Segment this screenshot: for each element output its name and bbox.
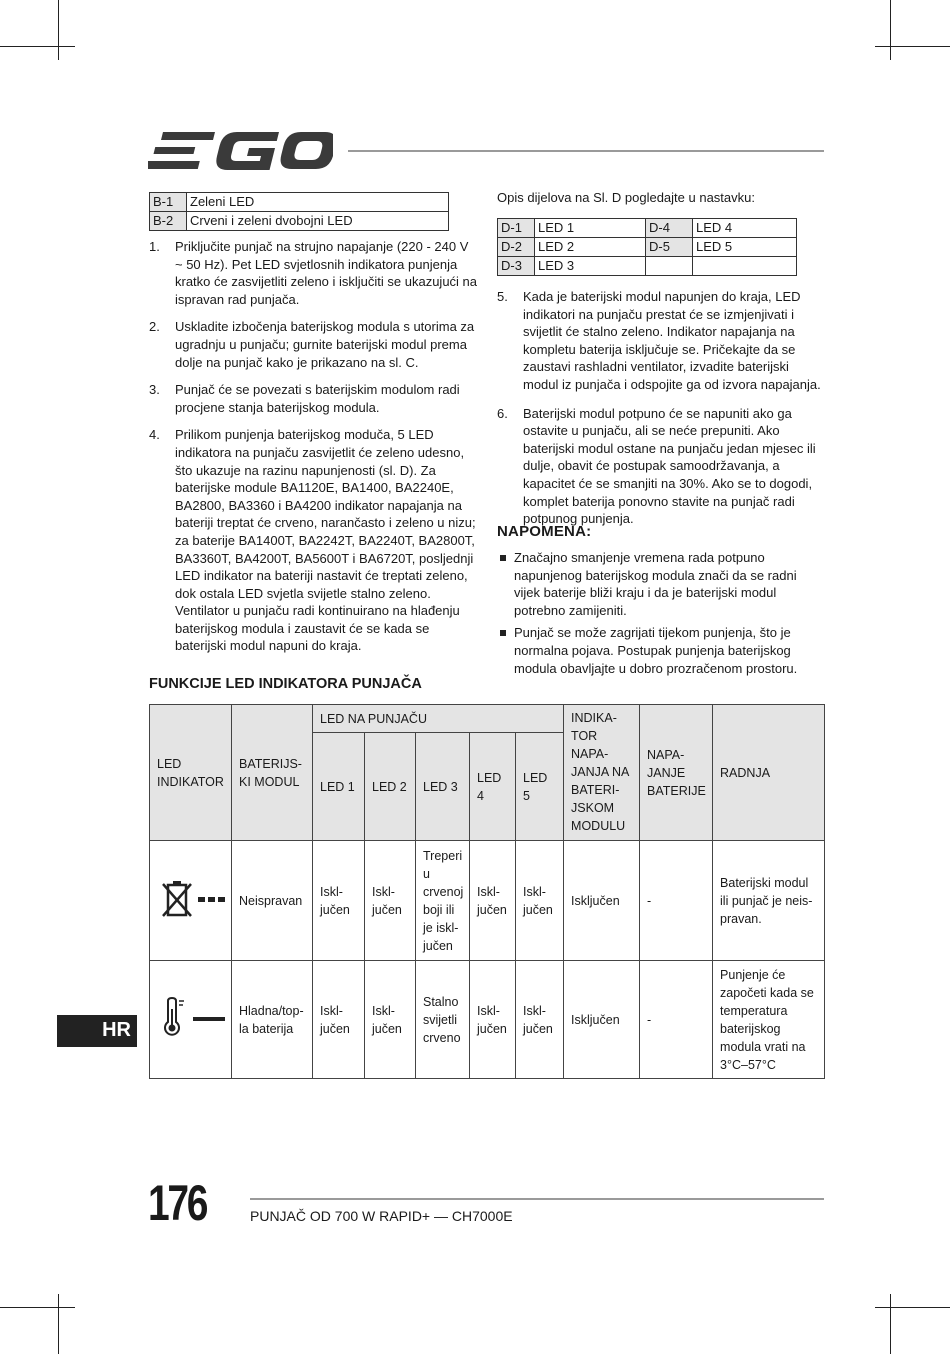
footer-title: PUNJAČ OD 700 W RAPID+ — CH7000E — [250, 1208, 513, 1224]
table-row: Hladna/top-la baterija Iskl-jučen Iskl-jučen Stalno svijetli crveno Iskl-jučen Iskl-jučen Isključen - Punjenje će započeti kada se temperatura baterijskog modula vrati na 3°C–57°C — [150, 961, 825, 1079]
table-row: D-3 LED 3 — [498, 257, 797, 276]
bullet-square-icon — [500, 630, 506, 636]
crop-mark — [890, 0, 891, 60]
header-battery-module: BATERIJS-KI MODUL — [232, 705, 313, 841]
table-row — [150, 212, 449, 231]
crop-mark — [58, 1294, 59, 1354]
header-led-indicator: LED INDIKATOR — [150, 705, 232, 841]
list-item: 2. Uskladite izbočenja baterijskog modula s utorima za ugradnju u punjaču; gurnite baterijski modul prema dolje na punjač kako je prikazano na sl. C. — [149, 319, 475, 370]
table-header-row — [150, 705, 825, 733]
header-led2: LED 2 — [365, 733, 416, 841]
table-cell: Crveni i zeleni dvobojni LED — [187, 212, 449, 231]
list-item: Punjač se može zagrijati tijekom punjenja, što je normalna pojava. Postupak punjenja baterijskog modula obavljajte u dobro prozračenom prostoru. — [497, 624, 825, 677]
intro-d: Opis dijelova na Sl. D pogledajte u nastavku: — [497, 190, 755, 205]
steps-right-list — [497, 288, 825, 538]
thermometer-icon — [157, 997, 227, 1037]
steps-left-list — [149, 238, 477, 665]
list-item: 6. Baterijski modul potpuno će se napuniti ako ga ostavite u punjaču, ali se neće prepuniti. Ako baterijski modul ostane na punjaču jedan mjesec ili dulje, obavit će postupak samoodržavanja, a kapacitet će se smanjiti na 30%. Ako se to dogodi, komplet baterija ponovno stavite na punjač radi potpunog punjenja. — [497, 405, 816, 527]
bullet-square-icon — [500, 555, 506, 561]
header-rule — [348, 150, 824, 152]
brand-logo — [148, 128, 333, 174]
header-led-group: LED NA PUNJAČU — [313, 705, 564, 733]
crop-mark — [58, 0, 59, 60]
led-indicator-cell — [150, 841, 232, 961]
table-row: Neispravan Iskl-jučen Iskl-jučen Treperi u crvenoj boji ili je iskl-jučen Iskl-jučen Iskl-jučen Isključen - Baterijski modul ili punjač je neis-pravan. — [150, 841, 825, 961]
crop-mark — [0, 1307, 75, 1308]
table-cell: B-1 — [150, 193, 187, 212]
led-function-table — [149, 704, 825, 1079]
header-led5: LED 5 — [516, 733, 564, 841]
table-row — [150, 193, 449, 212]
footer-rule — [250, 1198, 824, 1200]
header-power-indicator: INDIKA-TOR NAPA-JANJA NA BATERI-JSKOM MODULU — [564, 705, 640, 841]
faulty-battery-icon — [157, 878, 227, 918]
table-cell: B-2 — [150, 212, 187, 231]
crop-mark — [875, 1307, 950, 1308]
header-action: RADNJA — [713, 705, 825, 841]
header-led3: LED 3 — [416, 733, 470, 841]
section-title: FUNKCIJE LED INDIKATORA PUNJAČA — [149, 676, 422, 692]
crop-mark — [875, 46, 950, 47]
table-row: D-1 LED 1 D-4 LED 4 — [498, 219, 797, 238]
language-tab: HR — [57, 1015, 137, 1047]
header-battery-power: NAPA-JANJE BATERIJE — [640, 705, 713, 841]
list-item: 4. Prilikom punjenja baterijskog moduča, 5 LED indikatora na punjaču zasvijetlit će zeleno udesno, što ukazuje na razinu napunjenosti (sl. D). Za baterijske module BA1120E, BA1400, BA2240E, BA2800, BA3360 i BA4200 indikator napajanja na bateriji treptat će crveno, narančasto i zeleno u nizu; za baterije BA1400T, BA2242T, BA2240T, BA2800T, BA3360T, BA4200T, BA5600T i BA6720T, posljednji LED indikator na bateriji nastavit će treptati zeleno, dok ostala LED svjetla svijetle stalno zeleno. Ventilator u punjaču radi kontinuirano na hlađenju baterijskog modula i zaustavit će se kada se baterijski modul napuni do kraja. — [149, 427, 476, 654]
note-heading: NAPOMENA: — [497, 523, 592, 540]
notes-list — [497, 549, 825, 682]
list-item: Značajno smanjenje vremena rada potpuno napunjenog baterijskog modula znači da se radni vijek baterije bliži kraju i da je baterijski modul potrebno zamijeniti. — [497, 549, 825, 619]
header-led4: LED 4 — [470, 733, 516, 841]
crop-mark — [0, 46, 75, 47]
crop-mark — [890, 1294, 891, 1354]
header-led1: LED 1 — [313, 733, 365, 841]
table-d — [497, 218, 797, 276]
list-item: 5. Kada je baterijski modul napunjen do kraja, LED indikatori na punjaču prestat će se izmjenjivati i svijetlit će stalno zeleno. Indikator napajanja na kompletu baterija isključuje se. Pričekajte da se zaustavi rashladni ventilator, izvadite baterijski modul iz punjača i odspojite ga od izvora napajanja. — [497, 289, 821, 392]
table-b — [149, 192, 449, 231]
page-number: 176 — [148, 1175, 207, 1231]
led-indicator-cell — [150, 961, 232, 1079]
list-item: 1. Priključite punjač na strujno napajanje (220 - 240 V ~ 50 Hz). Pet LED svjetlosnih indikatora punjenja kratko će zasvijetliti zeleno i isključiti se ukazujući na ispravan rad punjača. — [149, 239, 478, 307]
table-cell: Zeleni LED — [187, 193, 449, 212]
table-row: D-2 LED 2 D-5 LED 5 — [498, 238, 797, 257]
list-item: 3. Punjač će se povezati s baterijskim modulom radi procjene stanja baterijskog modula. — [149, 382, 460, 415]
